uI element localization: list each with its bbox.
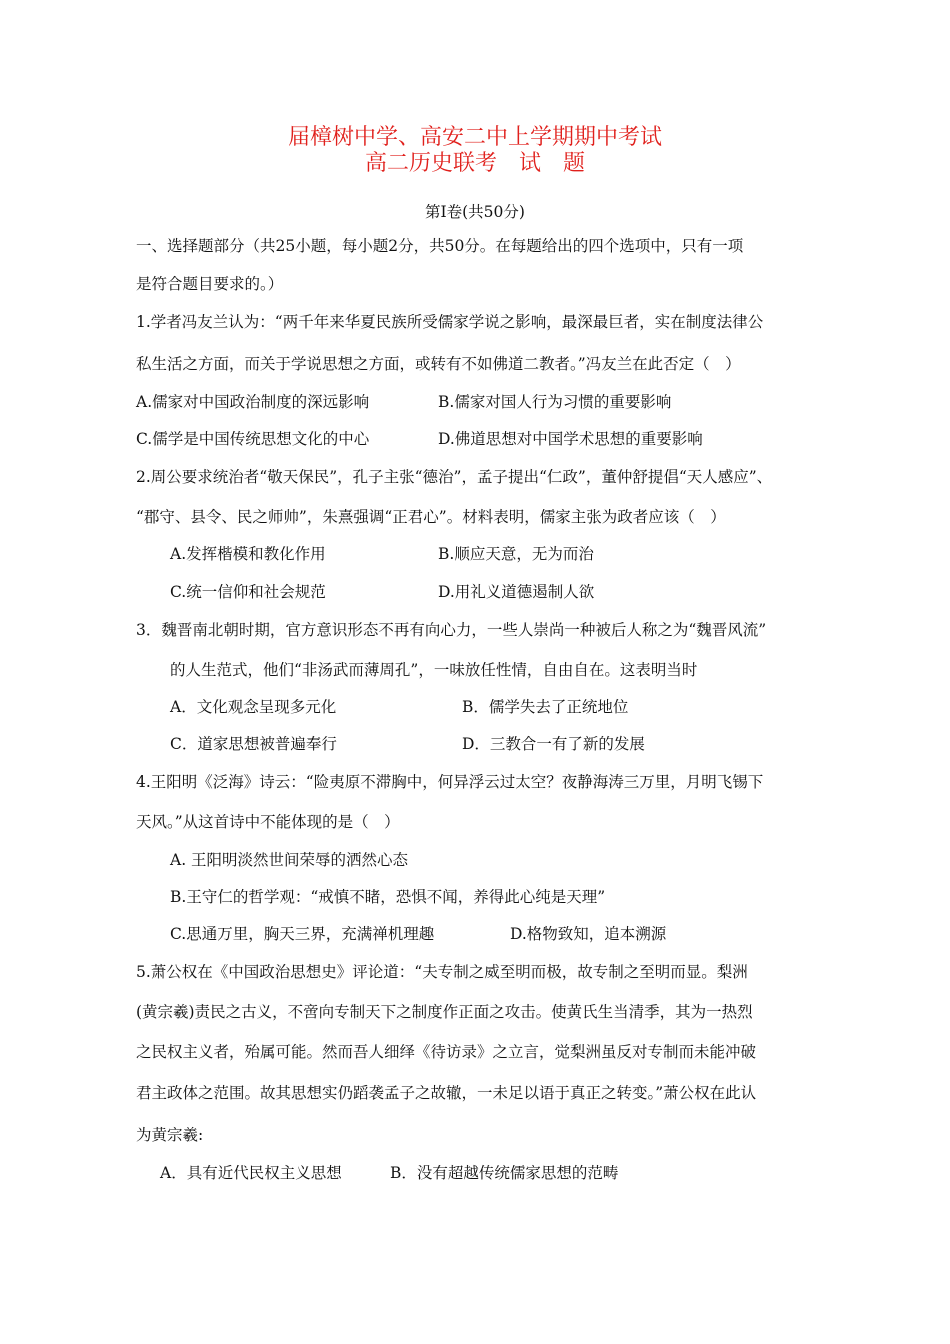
question-1-stem: 1.学者冯友兰认为：“两千年来华夏民族所受儒家学说之影响，最深最巨者，实在制度法律公 <box>136 313 764 331</box>
question-4-option-b: B.王守仁的哲学观：“戒慎不睹，恐惧不闻，养得此心纯是天理” <box>170 888 606 906</box>
question-3-option-b: B．儒学失去了正统地位 <box>462 698 629 716</box>
question-5-stem: 为黄宗羲: <box>136 1126 204 1144</box>
question-3-stem: 3．魏晋南北朝时期，官方意识形态不再有向心力，一些人崇尚一种被后人称之为“魏晋风流” <box>136 621 767 639</box>
question-5-stem: 5.萧公权在《中国政治思想史》评论道：“夫专制之威至明而极，故专制之至明而显。梨洲 <box>136 963 748 981</box>
exam-title: 届樟树中学、高安二中上学期期中考试 <box>287 125 662 150</box>
question-5-stem: (黄宗羲)责民之古义，不啻向专制天下之制度作正面之攻击。使黄氏生当清季，其为一热烈 <box>136 1003 753 1021</box>
question-2-option-b: B.顺应天意，无为而治 <box>438 545 594 563</box>
question-3-option-a: A．文化观念呈现多元化 <box>170 698 337 716</box>
instructions-line: 一、选择题部分（共25小题，每小题2分，共50分。在每题给出的四个选项中，只有一项 <box>136 237 744 255</box>
question-3-option-d: D．三教合一有了新的发展 <box>462 735 645 753</box>
question-3-option-c: C．道家思想被普遍奉行 <box>170 735 337 753</box>
section-heading: 第Ⅰ卷(共50分) <box>425 203 525 221</box>
question-1-option-b: B.儒家对国人行为习惯的重要影响 <box>438 393 672 411</box>
question-1-option-c: C.儒学是中国传统思想文化的中心 <box>136 430 370 448</box>
question-4-stem: 天风。”从这首诗中不能体现的是（ ） <box>136 813 400 831</box>
question-4-option-a: A. 王阳明淡然世间荣辱的洒然心态 <box>170 851 409 869</box>
question-2-stem: “郡守、县令、民之师帅”，朱熹强调“正君心”。材料表明，儒家主张为政者应该（ ） <box>136 508 726 526</box>
question-3-stem: 的人生范式，他们“非汤武而薄周孔”，一味放任性情，自由自在。这表明当时 <box>170 661 698 679</box>
question-5-option-a: A．具有近代民权主义思想 <box>160 1164 342 1182</box>
question-5-stem: 之民权主义者，殆属可能。然而吾人细绎《待访录》之立言，觉梨洲虽反对专制而未能冲破 <box>136 1043 757 1061</box>
instructions-line: 是符合题目要求的。） <box>136 275 284 293</box>
question-5-stem: 君主政体之范围。故其思想实仍蹈袭孟子之故辙，一未足以语于真正之转变。”萧公权在此认 <box>136 1084 757 1102</box>
question-1-option-a: A.儒家对中国政治制度的深远影响 <box>136 393 370 411</box>
question-2-option-a: A.发挥楷模和教化作用 <box>170 545 326 563</box>
question-4-option-c: C.思通万里，胸天三界，充满禅机理趣 <box>170 925 435 943</box>
question-1-option-d: D.佛道思想对中国学术思想的重要影响 <box>438 430 703 448</box>
question-5-option-b: B．没有超越传统儒家思想的范畴 <box>390 1164 619 1182</box>
question-4-stem: 4.王阳明《泛海》诗云：“险夷原不滞胸中，何异浮云过太空？夜静海涛三万里，月明飞锡下 <box>136 773 764 791</box>
exam-subtitle: 高二历史联考 试 题 <box>364 151 585 176</box>
question-2-stem: 2.周公要求统治者“敬天保民”，孔子主张“德治”，孟子提出“仁政”，董仲舒提倡“天人感应”、 <box>136 468 773 486</box>
question-2-option-c: C.统一信仰和社会规范 <box>170 583 326 601</box>
question-4-option-d: D.格物致知，追本溯源 <box>510 925 667 943</box>
question-2-option-d: D.用礼义道德遏制人欲 <box>438 583 595 601</box>
question-1-stem: 私生活之方面，而关于学说思想之方面，或转有不如佛道二教者。”冯友兰在此否定（ ） <box>136 355 741 373</box>
